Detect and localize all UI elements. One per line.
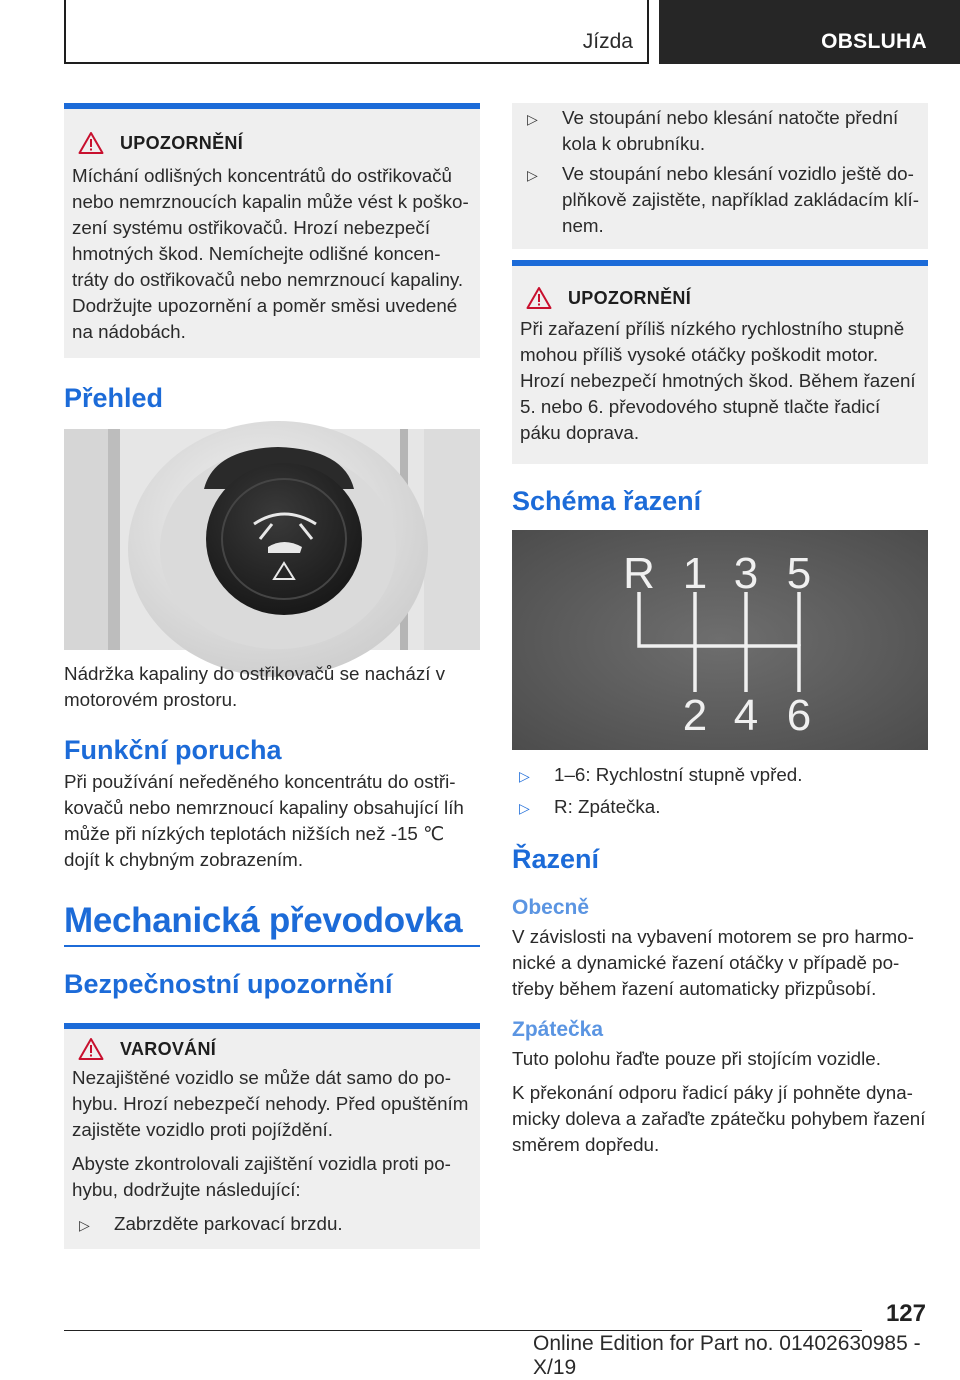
shift-pattern-legend (512, 762, 928, 820)
warning-text-2 (72, 1151, 472, 1203)
warning-text (72, 1065, 472, 1143)
warning-title-row (520, 266, 920, 310)
header-section-label: Jízda (582, 30, 633, 53)
list-item: ▷ Ve stoupání nebo klesání natočte přední kola k obrubníku. (527, 107, 899, 154)
text-line: K překonání odporu řadicí páky jí pohněte dyna- (512, 1082, 913, 1103)
section-heading-overview: Přehled (64, 383, 164, 413)
left-column (64, 103, 480, 1249)
text-line: nické a dynamické řazení otáčky v případě po- (512, 952, 900, 973)
right-column (512, 103, 928, 1158)
gear-label-5: 5 (786, 549, 812, 598)
text-line: Dodržujte upozornění a poměr směsi uvedené (72, 295, 458, 316)
warning-triangle-icon (78, 1037, 104, 1061)
subheading-reverse: Zpátečka (512, 1018, 604, 1041)
bullet-triangle-icon: ▷ (519, 768, 530, 784)
text-line: mohou příliš vysoké otáčky poškodit motor. (520, 344, 879, 365)
text-line: Míchání odlišných koncentrátů do ostřikovačů (72, 165, 452, 186)
list-item: ▷ Zabrzděte parkovací brzdu. (72, 1211, 472, 1237)
gear-label-1: 1 (682, 549, 708, 598)
warning-title: UPOZORNĚNÍ (120, 132, 244, 153)
malfunction-text (64, 769, 480, 873)
bullet-triangle-icon: ▷ (79, 1217, 90, 1233)
reverse-text-2 (512, 1080, 928, 1158)
text-line: Při zařazení příliš nízkého rychlostního stupně (520, 318, 905, 339)
warning-bullet-list (72, 1211, 472, 1237)
header-chapter-label: OBSLUHA (821, 30, 927, 53)
section-heading-malfunction: Funkční porucha (64, 735, 282, 765)
text-line: zajistěte vozidlo proti pojíždění. (72, 1119, 333, 1140)
footer-edition: Online Edition for Part no. 01402630985 - X/19 (533, 1332, 921, 1379)
text-line: Při používání neředěného koncentrátu do ostři- (64, 771, 456, 792)
gear-label-6: 6 (786, 691, 812, 740)
text-line: zení systému ostřikovačů. Hrozí nebezpečí (72, 217, 431, 238)
gear-label-4: 4 (733, 691, 759, 740)
section-heading-shift-pattern: Schéma řazení (512, 486, 702, 516)
warning-triangle-icon (78, 131, 104, 155)
gear-label-3: 3 (733, 549, 759, 598)
text-line: Nezajištěné vozidlo se může dát samo do po- (72, 1067, 451, 1088)
list-item: ▷ 1–6: Rychlostní stupně vpřed. (512, 762, 928, 788)
gear-label-2: 2 (682, 691, 708, 740)
warning-text (72, 163, 472, 345)
text-line: hybu, dodržujte následující: (72, 1179, 301, 1200)
continued-bullet-box (512, 103, 928, 249)
warning-title-row (72, 1029, 472, 1061)
text-line: tráty do ostřikovačů nebo nemrznoucí kapaliny. (72, 269, 464, 290)
warning-title: UPOZORNĚNÍ (568, 287, 692, 308)
list-item: ▷ R: Zpátečka. (512, 794, 928, 820)
header-section-box (64, 0, 649, 64)
heading-rule (64, 945, 480, 947)
text-line: Abyste zkontrolovali zajištění vozidla proti po- (72, 1153, 451, 1174)
warning-title-row (72, 109, 472, 155)
footer-rule (64, 1330, 862, 1331)
text-line: V závislosti na vybavení motorem se pro harmo- (512, 926, 914, 947)
bullet-triangle-icon: ▷ (527, 111, 538, 127)
section-heading-shifting: Řazení (512, 844, 600, 874)
warning-box-gear-overrev (512, 260, 928, 464)
section-heading-safety: Bezpečnostní upozornění (64, 969, 393, 999)
warning-title: VAROVÁNÍ (120, 1038, 217, 1059)
warning-triangle-icon (526, 286, 552, 310)
text-line: může při nízkých teplotách nižších než -15 ℃ (64, 823, 445, 844)
bullet-triangle-icon: ▷ (527, 167, 538, 183)
warning-box-washer (64, 103, 480, 358)
washer-reservoir-image (64, 429, 480, 650)
text-line: hmotných škod. Nemíchejte odlišné koncen- (72, 243, 441, 264)
shift-pattern-image (512, 530, 928, 750)
bullet-triangle-icon: ▷ (519, 800, 530, 816)
text-line: páku doprava. (520, 422, 640, 443)
text-line: kovačů nebo nemrznoucí kapaliny obsahující líh (64, 797, 464, 818)
reverse-text-1: Tuto polohu řaďte pouze při stojícím vozidle. (512, 1048, 881, 1069)
general-text (512, 924, 928, 1002)
text-line: motorovém prostoru. (64, 689, 238, 710)
text-line: hybu. Hrozí nebezpečí nehody. Před opuštěním (72, 1093, 469, 1114)
text-line: na nádobách. (72, 321, 186, 342)
bullet-list (520, 105, 920, 239)
text-line: třeby během řazení automaticky přizpůsobí. (512, 978, 877, 999)
subheading-general: Obecně (512, 896, 590, 919)
page-number: 127 (885, 1300, 926, 1327)
text-line: Hrozí nebezpečí hmotných škod. Během řazení (520, 370, 916, 391)
text-line: 5. nebo 6. převodového stupně tlačte řadicí (520, 396, 881, 417)
warning-box-vehicle-rolling (64, 1023, 480, 1249)
text-line: nebo nemrznoucích kapalin může vést k poško- (72, 191, 469, 212)
list-item: ▷ Ve stoupání nebo klesání vozidlo ještě do- plňkově zajistěte, například zakládacím klí- nem. (527, 163, 920, 236)
warning-text (520, 316, 920, 446)
header-chapter-tab (659, 0, 960, 64)
text-line: micky doleva a zařaďte zpátečku pohybem řazení (512, 1108, 926, 1129)
text-line: směrem dopředu. (512, 1134, 660, 1155)
chapter-heading-manual-transmission: Mechanická převodovka (64, 901, 463, 940)
overview-text (64, 661, 480, 713)
text-line: Nádržka kapaliny do ostřikovačů se nachází v (64, 663, 446, 684)
text-line: dojít k chybným zobrazením. (64, 849, 304, 870)
gear-label-r: R (623, 549, 655, 598)
